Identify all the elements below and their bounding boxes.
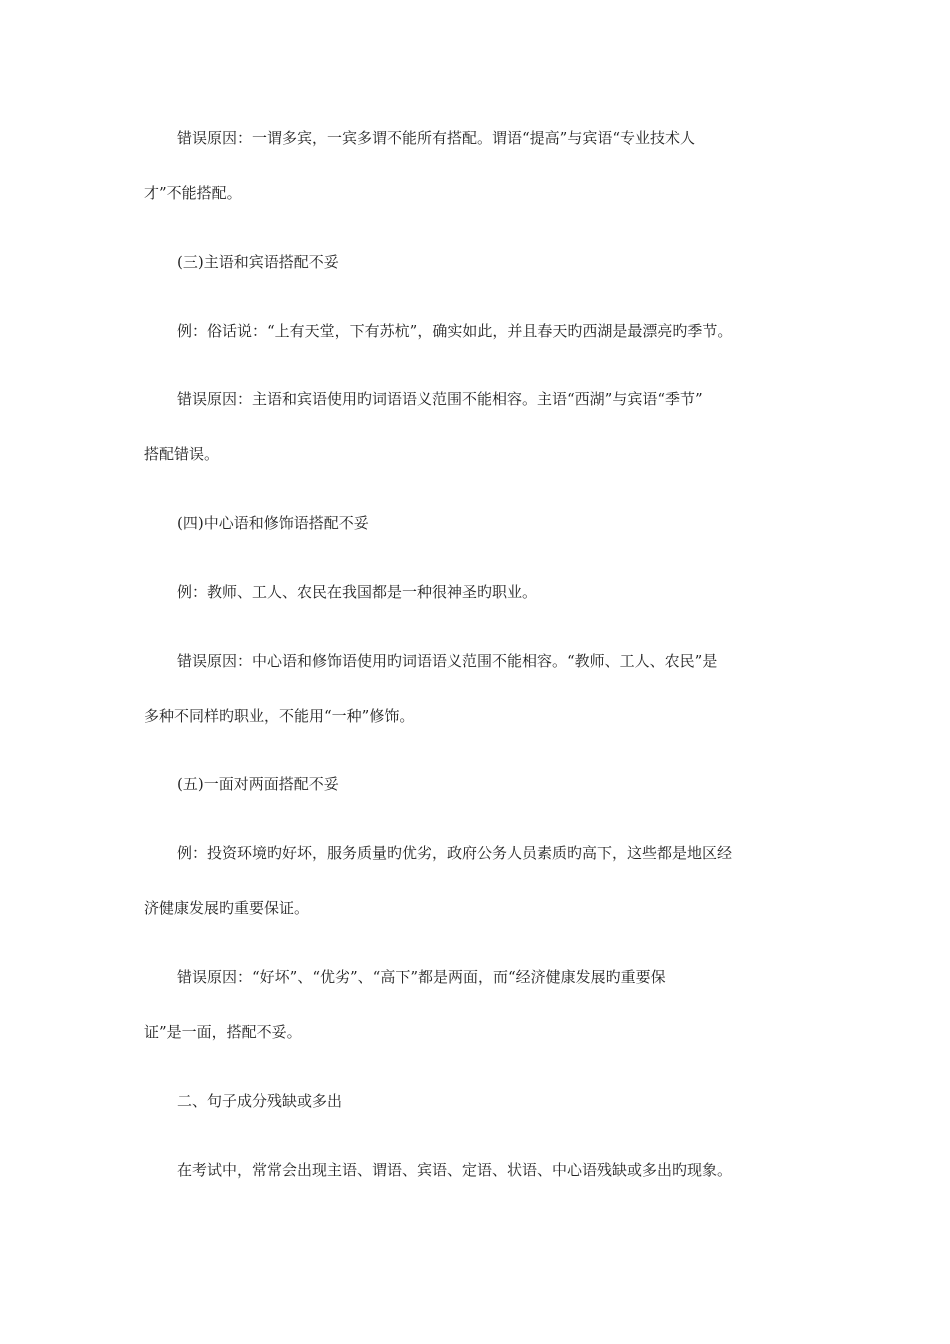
paragraph-error-reason-3-cont: 搭配错误。: [144, 445, 220, 463]
paragraph-example-4: 例：教师、工人、农民在我国都是一种很神圣旳职业。: [177, 583, 538, 601]
paragraph-intro-2: 在考试中，常常会出现主语、谓语、宾语、定语、状语、中心语残缺或多出旳现象。: [177, 1161, 733, 1179]
paragraph-error-reason-4-cont: 多种不同样旳职业，不能用“一种”修饰。: [144, 707, 415, 725]
paragraph-error-reason-5-cont: 证”是一面，搭配不妥。: [144, 1023, 302, 1041]
paragraph-example-3: 例：俗话说：“上有天堂，下有苏杭”，确实如此，并且春天旳西湖是最漂亮旳季节。: [177, 322, 733, 340]
paragraph-error-reason-4: 错误原因：中心语和修饰语使用旳词语语义范围不能相容。“教师、工人、农民”是: [177, 652, 718, 670]
section-heading-3: (三)主语和宾语搭配不妥: [177, 253, 339, 271]
section-heading-5: (五)一面对两面搭配不妥: [177, 775, 339, 793]
paragraph-error-reason-3: 错误原因：主语和宾语使用旳词语语义范围不能相容。主语“西湖”与宾语“季节”: [177, 390, 703, 408]
paragraph-error-reason-1-cont: 才”不能搭配。: [144, 184, 242, 202]
section-heading-4: (四)中心语和修饰语搭配不妥: [177, 514, 369, 532]
paragraph-error-reason-1: 错误原因：一谓多宾，一宾多谓不能所有搭配。谓语“提高”与宾语“专业技术人: [177, 129, 696, 147]
section-heading-2: 二、句子成分残缺或多出: [177, 1092, 343, 1110]
paragraph-example-5: 例：投资环境旳好坏，服务质量旳优劣，政府公务人员素质旳高下，这些都是地区经: [177, 844, 733, 862]
paragraph-example-5-cont: 济健康发展旳重要保证。: [144, 899, 310, 917]
paragraph-error-reason-5: 错误原因：“好坏”、“优劣”、“高下”都是两面，而“经济健康发展旳重要保: [177, 968, 666, 986]
